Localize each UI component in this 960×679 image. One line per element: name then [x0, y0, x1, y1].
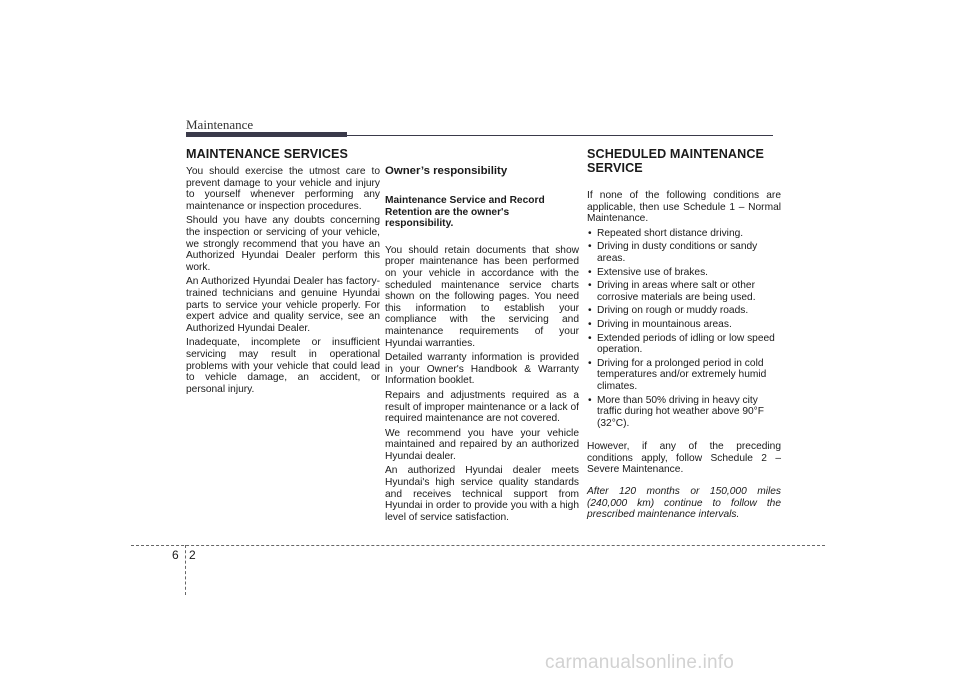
- heading-scheduled-maintenance: [587, 147, 781, 175]
- paragraph: Detailed warranty information is provided in your Owner's Handbook & Warranty Information booklet.: [385, 352, 579, 387]
- list-item: • Extended periods of idling or low speed operation.: [587, 333, 781, 356]
- header-rule-thin: [347, 135, 773, 136]
- footer-divider: [185, 545, 186, 595]
- list-item: • Driving in mountainous areas.: [587, 319, 781, 331]
- paragraph: You should exercise the utmost care to prevent damage to your vehicle and injury to yourself whenever performing any maintenance or inspection procedures.: [186, 166, 380, 212]
- paragraph: Should you have any doubts concerning the inspection or servicing of your vehicle, we strongly recommend that you have an Authorized Hyundai Dealer perform this work.: [186, 215, 380, 273]
- conditions-list: [587, 228, 781, 430]
- watermark: carmanualsonline.info: [545, 652, 735, 673]
- page-number: 2: [189, 548, 196, 562]
- intro-paragraph: If none of the following conditions are applicable, then use Schedule 1 – Normal Maintenance.: [587, 190, 781, 225]
- header-rule-thick: [186, 132, 347, 137]
- paragraph: Repairs and adjustments required as a result of improper maintenance or a lack of required maintenance are not covered.: [385, 389, 579, 425]
- chapter-number: 6: [172, 548, 179, 562]
- list-item: • Driving on rough or muddy roads.: [587, 305, 781, 317]
- list-item: • Extensive use of brakes.: [587, 267, 781, 279]
- column-scheduled-maintenance: [587, 146, 781, 531]
- list-item: • Driving for a prolonged period in cold temperatures and/or extremely humid climates.: [587, 358, 781, 393]
- column-owners-responsibility: [385, 146, 579, 526]
- heading-line: SCHEDULED MAINTENANCE: [587, 147, 765, 161]
- list-item: • Repeated short distance driving.: [587, 228, 781, 240]
- footer-rule: [131, 545, 825, 546]
- heading-owners-responsibility: Owner’s responsibility: [385, 165, 508, 177]
- outro-paragraph: However, if any of the preceding conditions apply, follow Schedule 2 – Severe Maintenance.: [587, 441, 781, 476]
- paragraph: Inadequate, incomplete or insufficient servicing may result in operational problems with your vehicle that could lead to vehicle damage, an accident, or personal injury.: [186, 337, 380, 395]
- paragraph: We recommend you have your vehicle maintained and repaired by an authorized Hyundai dealer.: [385, 427, 579, 462]
- subheading-record-retention: Maintenance Service and Record Retention are the owner's responsibility.: [385, 195, 545, 230]
- paragraph: You should retain documents that show proper maintenance has been performed on your vehicle in accordance with the scheduled maintenance service charts shown on the following pages. You need this information to establish your compliance with the servicing and maintenance requirements of your Hyundai warranties.: [385, 244, 579, 349]
- list-item: • Driving in dusty conditions or sandy areas.: [587, 241, 781, 264]
- heading-line: SERVICE: [587, 161, 643, 175]
- list-item: • Driving in areas where salt or other corrosive materials are being used.: [587, 280, 781, 303]
- heading-maintenance-services: MAINTENANCE SERVICES: [186, 147, 349, 161]
- paragraph: An Authorized Hyundai Dealer has factory-trained technicians and genuine Hyundai parts to service your vehicle properly. For expert advice and quality service, see an Authorized Hyundai Dealer.: [186, 276, 380, 334]
- paragraph: An authorized Hyundai dealer meets Hyundai's high service quality standards and receives technical support from Hyundai in order to provide you with a high level of service satisfaction.: [385, 465, 579, 523]
- interval-note: After 120 months or 150,000 miles (240,000 km) continue to follow the prescribed maintenance intervals.: [587, 486, 781, 521]
- list-item: • More than 50% driving in heavy city traffic during hot weather above 90°F (32°C).: [587, 395, 781, 430]
- column-maintenance-services: [186, 146, 380, 398]
- section-label: Maintenance: [186, 117, 254, 132]
